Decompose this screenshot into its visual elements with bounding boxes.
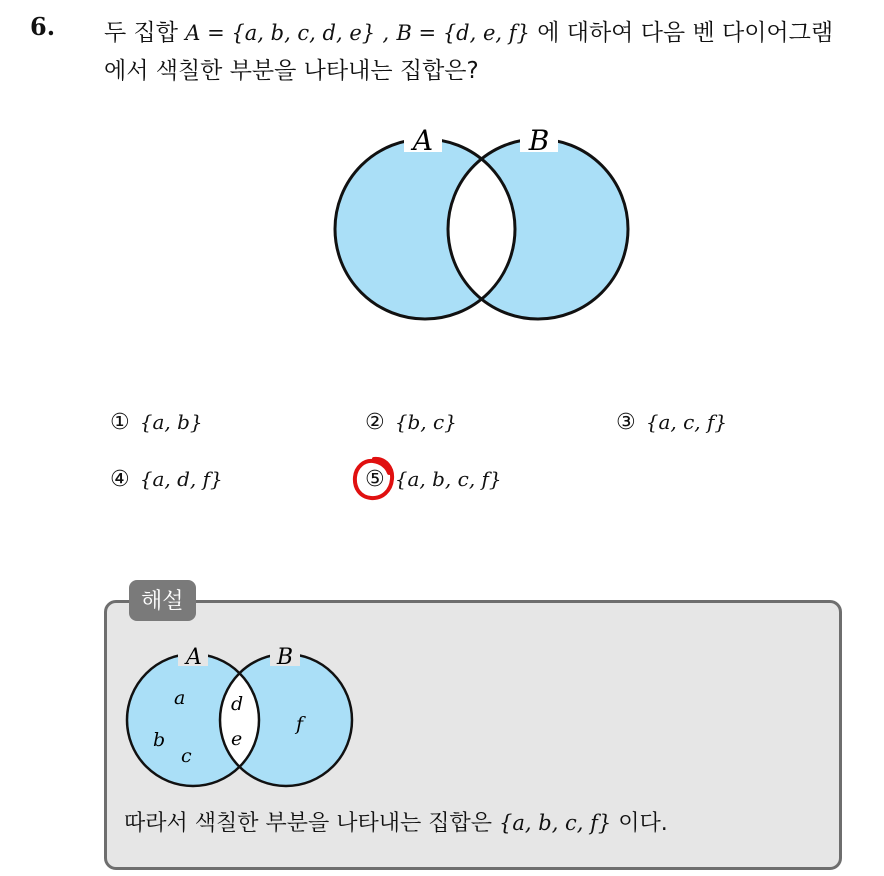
question-line-2: 에서 색칠한 부분을 나타내는 집합은? <box>104 58 479 84</box>
element-d: d <box>231 693 244 715</box>
choice-5-set: {a, b, c, f} <box>394 467 502 491</box>
choice-1[interactable] <box>110 410 203 435</box>
conclusion-set: {a, b, c, f} <box>499 811 612 835</box>
choice-1-set: {a, b} <box>139 410 203 434</box>
question-line-1: 두 집합 A = {a, b, c, d, e} , B = {d, e, f} 에 대하여 다음 벤 다이어그램 <box>104 20 834 46</box>
element-b: b <box>153 729 166 751</box>
conclusion-suffix: 이다. <box>618 811 668 836</box>
choice-3-set: {a, c, f} <box>645 410 728 434</box>
choice-3[interactable] <box>616 410 727 435</box>
venn-diagram <box>320 112 640 332</box>
choice-2[interactable] <box>365 410 457 435</box>
set-b-label: B <box>528 124 550 157</box>
element-e: e <box>231 728 243 750</box>
element-a: a <box>174 687 186 709</box>
choice-4-number: ④ <box>110 467 130 492</box>
element-c: c <box>181 745 192 767</box>
choice-4-set: {a, d, f} <box>139 467 223 491</box>
choice-3-number: ③ <box>616 410 636 435</box>
set-a-label: A <box>412 124 434 157</box>
choice-4[interactable] <box>110 467 223 492</box>
question-prefix: 두 집합 <box>104 20 178 46</box>
set-a-definition: A = {a, b, c, d, e} <box>185 21 376 45</box>
choice-2-set: {b, c} <box>394 410 457 434</box>
question-suffix: 에 대하여 다음 벤 다이어그램 <box>537 20 834 46</box>
set-b-definition: B = {d, e, f} <box>396 21 530 45</box>
element-f: f <box>296 713 304 735</box>
solution-tag: 해설 <box>129 580 196 621</box>
question-number: 6. <box>30 12 56 41</box>
solution-set-b-label: B <box>276 645 294 670</box>
conclusion-prefix: 따라서 색칠한 부분을 나타내는 집합은 <box>124 811 493 836</box>
solution-set-a-label: A <box>186 645 202 670</box>
answer-circle-mark <box>351 455 397 503</box>
choice-2-number: ② <box>365 410 385 435</box>
solution-conclusion <box>124 806 668 837</box>
choice-5-number: ⑤ <box>365 467 385 492</box>
solution-venn-diagram <box>120 640 360 790</box>
choice-1-number: ① <box>110 410 130 435</box>
